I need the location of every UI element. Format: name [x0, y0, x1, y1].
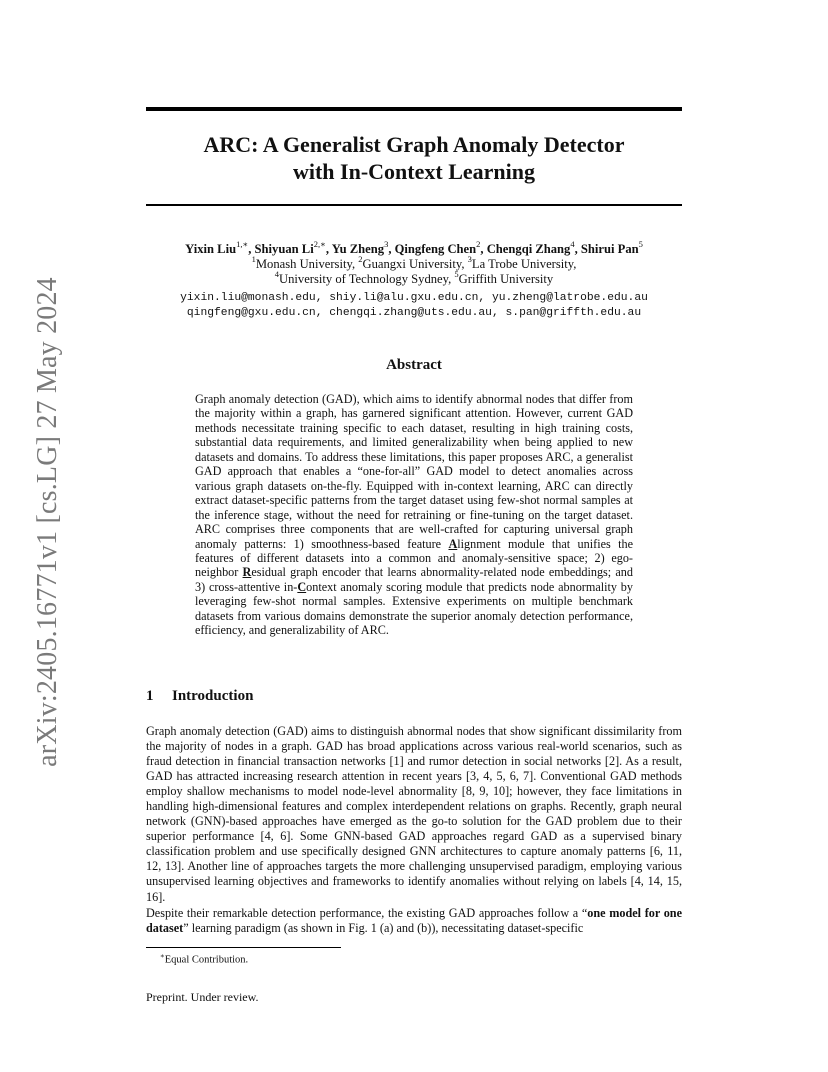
- intro-paragraph-2: Despite their remarkable detection performance, the existing GAD approaches follow a “one model for one dataset” learning paradigm (as shown in Fig. 1 (a) and (b)), necessitating dataset-specific: [146, 906, 682, 936]
- author-name: Shiyuan Li: [254, 242, 314, 256]
- affiliation: Monash University: [255, 257, 352, 271]
- intro-paragraph-1: Graph anomaly detection (GAD) aims to distinguish abnormal nodes that show significant dissimilarity from the majority of nodes in a graph. GAD has broad applications across various real-world scenarios, such as fraud detection in financial transaction networks [1] and rumor detection in social networks [2]. As a result, GAD has attracted increasing research attention in recent years [3, 4, 5, 6, 7]. Conventional GAD methods employ shallow mechanisms to model node-level abnormality [8, 9, 10]; however, they face limitations in handling high-dimensional features and complex interdependent relations on graphs. Recently, graph neural network (GNN)-based approaches have emerged as the go-to solution for the GAD problem due to their superior performance [4, 6]. Some GNN-based GAD approaches regard GAD as a supervised binary classification problem and use specifically designed GNN architectures to capture anomaly patterns [6, 11, 12, 13]. Another line of approaches targets the more challenging unsupervised paradigm, employing various unsupervised learning objectives and frameworks to identify anomalies without relying on labels [4, 14, 15, 16].: [146, 724, 682, 904]
- email-line-2[interactable]: qingfeng@gxu.edu.cn, chengqi.zhang@uts.edu.au, s.pan@griffth.edu.au: [186, 307, 642, 319]
- abstract-text: Graph anomaly detection (GAD), which aims to identify abnormal nodes that differ from the majority within a graph, has garnered significant attention. However, current GAD methods necessitate training specific to each dataset, resulting in high training costs, substantial data requirements, and limited generalizability when being applied to new datasets and domains. To address these limitations, this paper proposes ARC, a generalist GAD approach that enables a “one-for-all” GAD model to detect anomalies across various graph datasets on-the-fly. Equipped with in-context learning, ARC can directly extract dataset-specific patterns from the target dataset using few-shot normal samples at the inference stage, without the need for retraining or fine-tuning on the target dataset. ARC comprises three components that are well-crafted for capturing universal graph anomaly patterns: 1) smoothness-based feature Alignment module that unifies the features of different datasets into a common and anomaly-sensitive space; 2) ego-neighbor Residual graph encoder that learns abnormality-related node embeddings; and 3) cross-attentive in-Context anomaly scoring module that predicts node abnormality by leveraging few-shot normal samples. Extensive experiments on multiple benchmark datasets from various domains demonstrate the superior anomaly detection performance, efficiency, and generalizability of ARC.: [195, 392, 633, 638]
- title-rule-bottom: [146, 204, 682, 206]
- paper-title: [146, 131, 682, 185]
- email-line-1[interactable]: yixin.liu@monash.edu, shiy.li@alu.gxu.edu.cn, yu.zheng@latrobe.edu.au: [180, 292, 648, 304]
- author-emails: [110, 291, 718, 321]
- author-names: Yixin Liu$^{1,∗}$, Shiyuan $Li^{2,∗}$, Yu Zheng$^3$, Qingfeng Chen$^2$, Chengqi Zhang$^4$, Shirui Pan$^5$: [185, 238, 643, 256]
- author-name: Yu Zheng: [331, 242, 385, 256]
- title-line-2: with In-Context Learning: [292, 159, 535, 184]
- abstract-heading: Abstract: [386, 357, 442, 373]
- footnote-text: Equal Contribution.: [164, 954, 249, 966]
- author-sup: 3: [384, 238, 389, 249]
- title-rule-top: [146, 107, 682, 111]
- abstract-emphasis-a: A: [448, 536, 458, 551]
- author-name: Qingfeng Chen: [394, 242, 477, 256]
- author-block: [110, 238, 718, 287]
- affiliation: Griffith University: [458, 272, 554, 286]
- footnote-mark: ∗: [160, 952, 165, 960]
- affiliation: University of Technology Sydney: [279, 272, 449, 286]
- author-name: Shirui Pan: [580, 242, 639, 256]
- footnote-rule: [146, 947, 341, 948]
- affiliations-line-1: $^1$Monash University, $^2$Guangxi University, $^3$La Trobe University,: [251, 253, 577, 271]
- emphasis-bold: one model for one dataset: [146, 906, 682, 936]
- title-line-1: ARC: A Generalist Graph Anomaly Detector: [203, 132, 625, 157]
- abstract-emphasis-r: R: [242, 565, 252, 580]
- section-heading-introduction: [146, 688, 253, 705]
- author-sup: 2,∗: [313, 238, 326, 249]
- abstract-emphasis-c: C: [297, 579, 307, 594]
- affiliation: Guangxi University: [362, 257, 462, 271]
- author-sup: 2: [476, 238, 481, 249]
- preprint-note: Preprint. Under review.: [146, 990, 259, 1004]
- affiliations-line-2: $^4$University of Technology Sydney, $^5$Griffith University: [274, 268, 554, 286]
- footnote: [160, 950, 248, 967]
- affiliation: La Trobe University: [471, 257, 574, 271]
- author-name: Yixin Liu: [185, 242, 237, 256]
- author-name: Chengqi Zhang: [486, 242, 571, 256]
- author-sup: 4: [570, 238, 575, 249]
- author-sup: 1,∗: [236, 238, 249, 249]
- arxiv-stamp: arXiv:2405.16771v1 [cs.LG] 27 May 2024: [32, 277, 63, 767]
- section-number: 1: [146, 688, 154, 704]
- section-title: Introduction: [172, 688, 254, 704]
- author-sup: 5: [638, 238, 643, 249]
